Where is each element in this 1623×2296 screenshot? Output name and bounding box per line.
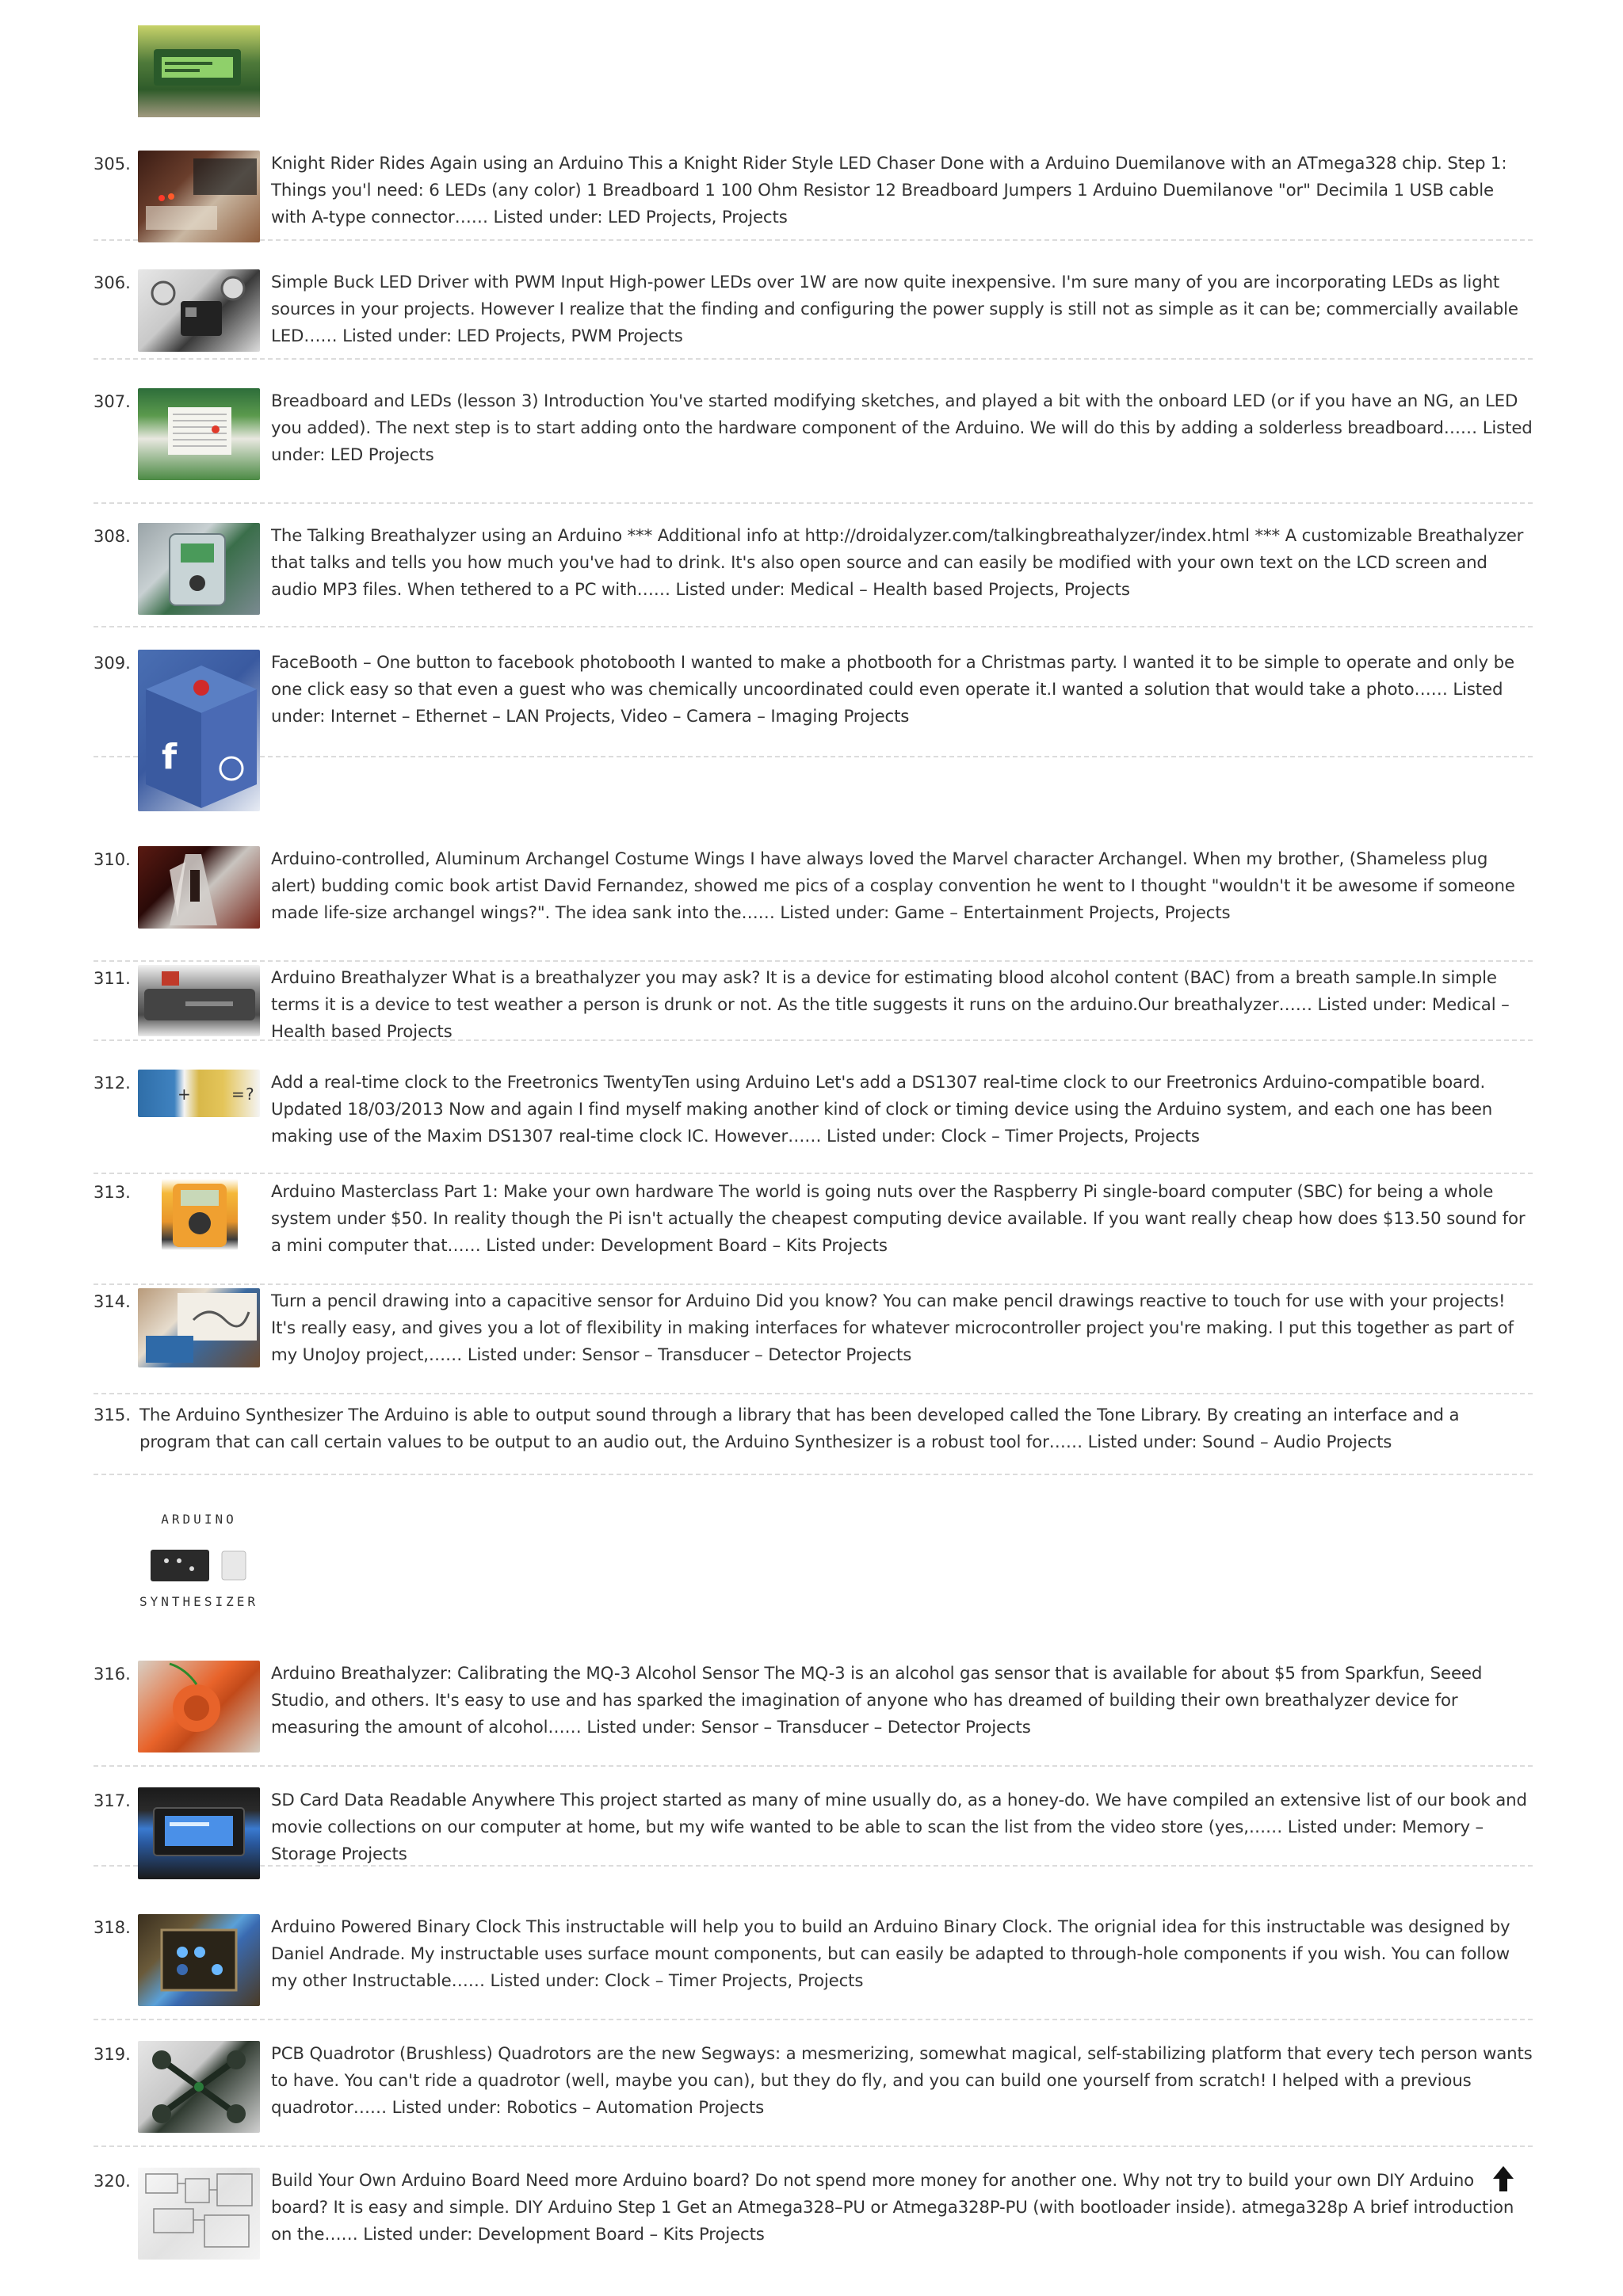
list-item [94, 1070, 1533, 1174]
item-number: 315. [94, 1405, 131, 1425]
list-item [94, 965, 1533, 1041]
item-number: 306. [94, 273, 131, 292]
archangel-wings-thumbnail[interactable] [138, 846, 260, 929]
item-description[interactable]: Turn a pencil drawing into a capacitive sensor for Arduino Did you know? You can make pencil drawings reactive to touch for use with your projects! It's really easy, and gives you a lot of flexibility in making interfaces for whatever microcontroller project you're making. I put this together as part of my UnoJoy project,…… Listed under: Sensor – Transducer – Detector Projects [271, 1291, 1514, 1365]
item-number: 317. [94, 1791, 131, 1810]
list-item [94, 1787, 1533, 1867]
item-description[interactable] [94, 1402, 1533, 1456]
item-number: 305. [94, 154, 131, 174]
list-item [94, 388, 1533, 504]
item-number: 312. [94, 1074, 131, 1093]
list-item [94, 2041, 1533, 2147]
list-item [94, 2168, 1533, 2296]
list-item [94, 1288, 1533, 1394]
masterclass-multimeter-thumbnail[interactable] [162, 1179, 238, 1250]
talking-breathalyzer-thumbnail[interactable] [138, 523, 260, 615]
item-description[interactable]: SD Card Data Readable Anywhere This project started as many of mine usually do, as a honey-do. We have compiled an extensive list of our book and movie collections on our computer at home, but my wife wanted to be able to scan the list from the video store (yes,…… Listed under: Memory – Storage Projects [271, 1791, 1527, 1864]
item-number: 307. [94, 392, 131, 411]
arrow-up-icon [1491, 2164, 1515, 2193]
mq3-sensor-thumbnail[interactable] [138, 1661, 260, 1753]
item-number: 314. [94, 1292, 131, 1311]
svg-text:+: + [178, 1085, 191, 1104]
item-description[interactable]: Knight Rider Rides Again using an Arduino This a Knight Rider Style LED Chaser Done with a Arduino Duemilanove with an ATmega328 chip. Step 1: Things you'l need: 6 LEDs (any color) 1 Breadboard 1 100 Ohm Resistor 12 Breadboard Jumpers 1 Arduino Duemilanove "or" Decimila 1 USB cable with A-type connector…… Listed under: LED Projects, Projects [271, 154, 1507, 227]
item-number: 319. [94, 2045, 131, 2064]
quadrotor-thumbnail[interactable] [138, 2041, 260, 2133]
item-number: 308. [94, 527, 131, 546]
pencil-sensor-thumbnail[interactable] [138, 1288, 260, 1367]
scroll-to-top-button[interactable] [1491, 2164, 1515, 2193]
item-description[interactable]: Breadboard and LEDs (lesson 3) Introduction You've started modifying sketches, and played a bit with the onboard LED (or if you have an NG, an LED you added). The next step is to start adding onto the hardware component of the Arduino. We will do this by adding a solderless breadboard…… Listed under: LED Projects [271, 391, 1533, 465]
arduino-breathalyzer-thumbnail[interactable] [138, 965, 260, 1036]
synthesizer-label-top: ARDUINO [161, 1512, 237, 1527]
list-item [94, 523, 1533, 627]
facebooth-thumbnail[interactable] [138, 650, 260, 811]
list-item-partial [138, 25, 1533, 152]
item-description-text: The Arduino Synthesizer The Arduino is able to output sound through a library that has been developed called the Tone Library. By creating an interface and a program that can call certain values to be output to an audio out, the Arduino Synthesizer is a robust tool for…… Listed under: Sound – Audio Projects [139, 1405, 1460, 1452]
list-item [94, 269, 1533, 360]
item-description[interactable]: Arduino-controlled, Aluminum Archangel Costume Wings I have always loved the Marvel character Archangel. When my brother, (Shameless plug alert) budding comic book artist David Fernandez, showed me pics of a cosplay convention he went to I thought "wouldn't it be awesome if someone made life-size archangel wings?". The idea sank into the…… Listed under: Game – Entertainment Projects, Projects [271, 849, 1515, 923]
lcd-board-thumbnail[interactable] [138, 25, 260, 117]
list-item [94, 151, 1533, 241]
svg-text:?: ? [246, 1085, 254, 1104]
real-time-clock-thumbnail[interactable] [138, 1070, 260, 1117]
item-number: 318. [94, 1918, 131, 1937]
list-item [94, 1661, 1533, 1767]
item-description[interactable]: PCB Quadrotor (Brushless) Quadrotors are the new Segways: a mesmerizing, somewhat magical, self-stabilizing platform that every tech person wants to have. You can't ride a quadrotor (well, maybe you can), but they do fly, and you can build one yourself from scratch! I helped with a previous quadrotor…… Listed under: Robotics – Automation Projects [271, 2044, 1533, 2118]
item-description[interactable]: Arduino Powered Binary Clock This instructable will help you to build an Arduino Binary Clock. The orignial idea for this instructable was designed by Daniel Andrade. My instructable uses surface mount components, but can easily be adapted to through-hole components if you wish. You can follow my other Instructable…… Listed under: Clock – Timer Projects, Projects [271, 1917, 1510, 1991]
item-description[interactable]: FaceBooth – One button to facebook photobooth I wanted to make a photbooth for a Christmas party. I wanted it to be simple to operate and only be one click easy so that even a guest who was chemically uncoordinated could even operate it.I wanted a solution that would take a photo…… Listed under: Internet – Ethernet – LAN Projects, Video – Camera – Imaging Projects [271, 653, 1514, 727]
list-item [94, 650, 1533, 777]
list-item [94, 846, 1533, 962]
item-number: 313. [94, 1183, 131, 1202]
item-number: 310. [94, 850, 131, 869]
buck-led-driver-thumbnail[interactable] [138, 269, 260, 352]
item-number: 320. [94, 2172, 131, 2191]
item-description[interactable]: Arduino Breathalyzer What is a breathalyzer you may ask? It is a device for estimating blood alcohol content (BAC) from a breath sample.In simple terms it is a device to test weather a person is drunk or not. As the title suggests it runs on the arduino.Our breathalyzer…… Listed under: Medical – Health based Projects [271, 968, 1510, 1042]
breadboard-leds-thumbnail[interactable] [138, 388, 260, 480]
item-number: 309. [94, 654, 131, 673]
arduino-synthesizer-thumbnail[interactable] [138, 1505, 260, 1623]
diy-arduino-board-thumbnail[interactable] [138, 2168, 260, 2260]
svg-text:=: = [231, 1085, 245, 1104]
sd-card-thumbnail[interactable] [138, 1787, 260, 1879]
item-description[interactable]: Build Your Own Arduino Board Need more Arduino board? Do not spend more money for another one. Why not try to build your own DIY Arduino board? It is easy and simple. DIY Arduino Step 1 Get an Atmega328–PU or Atmega328P-PU (with bootloader inside). atmega328p A brief introduction on the…… Listed under: Development Board – Kits Projects [271, 2171, 1514, 2245]
list-item [94, 1179, 1533, 1285]
list-item [94, 1914, 1533, 2020]
binary-clock-thumbnail[interactable] [138, 1914, 260, 2006]
synthesizer-label-bottom: SYNTHESIZER [139, 1594, 258, 1609]
item-description[interactable]: Add a real-time clock to the Freetronics TwentyTen using Arduino Let's add a DS1307 real-time clock to our Freetronics Arduino-compatible board. Updated 18/03/2013 Now and again I find myself making another kind of clock or timing device using the Arduino system, and each one has been making use of the Maxim DS1307 real-time clock IC. However…… Listed under: Clock – Timer Projects, Projects [271, 1073, 1493, 1146]
item-description[interactable]: Simple Buck LED Driver with PWM Input High-power LEDs over 1W are now quite inexpensive. I'm sure many of you are incorporating LEDs as light sources in your projects. However I realize that the finding and configuring the power supply is still not as simple as it can be; commercially available LED…… Listed under: LED Projects, PWM Projects [271, 273, 1518, 346]
knight-rider-thumbnail[interactable] [138, 151, 260, 242]
list-item [94, 1402, 1533, 1475]
svg-text:f: f [162, 737, 178, 777]
item-number: 316. [94, 1665, 131, 1684]
item-description[interactable]: Arduino Breathalyzer: Calibrating the MQ-3 Alcohol Sensor The MQ-3 is an alcohol gas sensor that is available for about $5 from Sparkfun, Seeed Studio, and others. It's easy to use and has sparked the imagination of anyone who has dreamed of building their own breathalyzer device for measuring the amount of alcohol…… Listed under: Sensor – Transducer – Detector Projects [271, 1664, 1483, 1737]
item-description[interactable]: The Talking Breathalyzer using an Arduino *** Additional info at http://droidalyzer.com/talkingbreathalyzer/index.html *** A customizable Breathalyzer that talks and tells you how much you've had to drink. It's also open source and can easily be modified with your own text on the LCD screen and audio MP3 files. When tethered to a PC with…… Listed under: Medical – Health based Projects, Projects [271, 526, 1524, 600]
item-description[interactable]: Arduino Masterclass Part 1: Make your own hardware The world is going nuts over the Raspberry Pi single-board computer (SBC) for being a whole system under $50. In reality though the Pi isn't actually the cheapest computing device available. If you want really cheap how does $13.50 sound for a mini computer that…… Listed under: Development Board – Kits Projects [271, 1182, 1526, 1256]
item-number: 311. [94, 969, 131, 988]
